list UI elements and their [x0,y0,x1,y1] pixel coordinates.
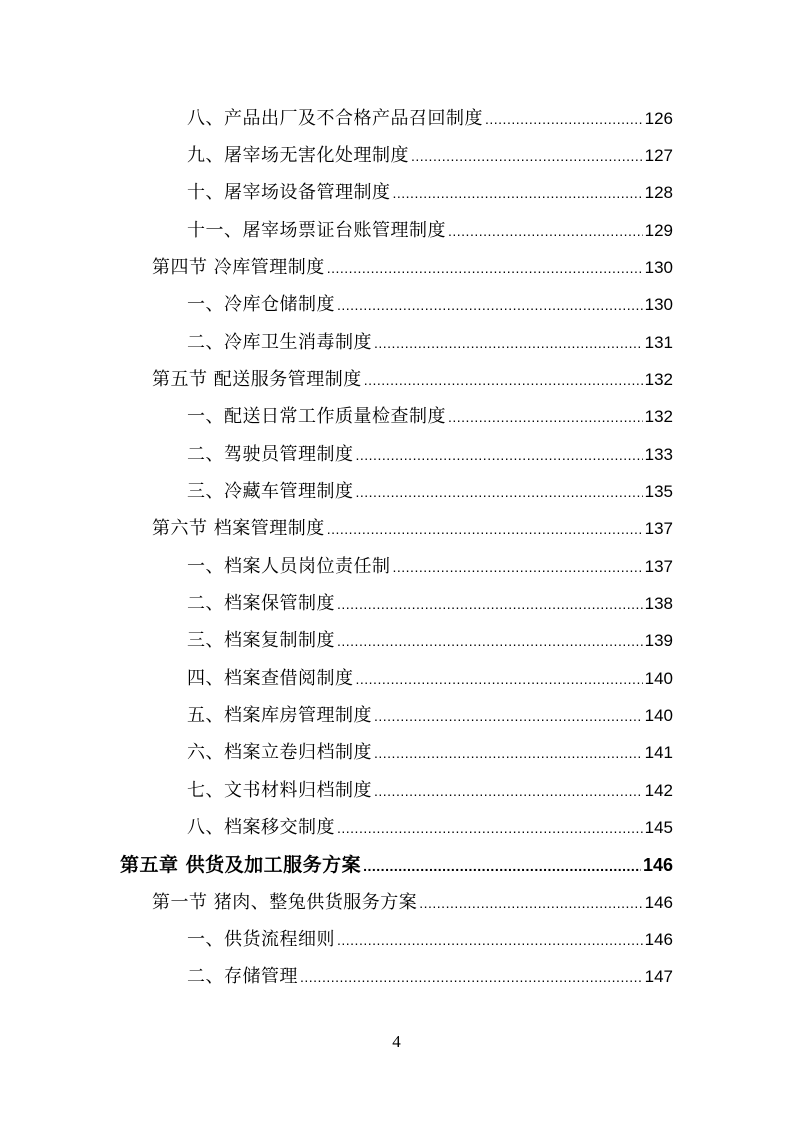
toc-leader-dots [374,701,643,731]
toc-entry-page: 131 [644,333,673,352]
toc-leader-dots [356,440,643,470]
toc-entry-title: 五、档案库房管理制度 [187,705,372,726]
toc-entry-page: 132 [644,370,673,389]
toc-entry[interactable] [187,738,673,768]
toc-entry-page: 137 [644,519,673,538]
toc-entry-title: 一、配送日常工作质量检查制度 [187,406,446,427]
toc-leader-dots [327,514,643,544]
toc-entry[interactable] [187,328,673,358]
page-number: 4 [392,1032,401,1051]
toc-entry-page: 130 [644,258,673,277]
toc-entry-title: 十、屠宰场设备管理制度 [187,182,391,203]
toc-entry[interactable] [187,776,673,806]
toc-entry[interactable] [187,813,673,843]
toc-leader-dots [411,141,643,171]
toc-entry[interactable] [152,253,673,283]
toc-entry-page: 130 [644,295,673,314]
toc-entry-page: 139 [644,631,673,650]
toc-entry-page: 129 [644,221,673,240]
toc-leader-dots [448,402,643,432]
toc-entry[interactable] [187,477,673,507]
toc-entry[interactable] [187,402,673,432]
toc-leader-dots [419,888,642,918]
toc-entry-title: 第一节 猪肉、整兔供货服务方案 [152,892,418,913]
toc-leader-dots [364,365,643,395]
toc-entry-title: 八、产品出厂及不合格产品召回制度 [187,108,483,129]
toc-entry-chapter[interactable] [120,850,673,880]
toc-entry-title: 四、档案查借阅制度 [187,668,354,689]
toc-leader-dots [356,664,643,694]
toc-entry-title: 第五章 供货及加工服务方案 [120,854,362,876]
toc-entry[interactable] [152,365,673,395]
toc-entry[interactable] [187,141,673,171]
toc-entry[interactable] [187,216,673,246]
toc-entry-title: 第六节 档案管理制度 [152,518,325,539]
toc-entry-title: 六、档案立卷归档制度 [187,742,372,763]
toc-entry[interactable] [187,626,673,656]
toc-entry[interactable] [187,701,673,731]
toc-entry[interactable] [187,589,673,619]
toc-entry-title: 二、冷库卫生消毒制度 [187,332,372,353]
toc-entry-title: 十一、屠宰场票证台账管理制度 [187,220,446,241]
toc-leader-dots [337,589,643,619]
toc-entry-page: 133 [644,445,673,464]
toc-entry-page: 142 [644,781,673,800]
toc-entry-title: 二、存储管理 [187,966,298,987]
toc-leader-dots [374,776,643,806]
toc-entry-title: 八、档案移交制度 [187,817,335,838]
toc-entry-page: 140 [644,706,673,725]
toc-entry[interactable] [187,178,673,208]
toc-entry-page: 146 [644,893,673,912]
toc-entry-title: 二、档案保管制度 [187,593,335,614]
toc-entry-title: 第五节 配送服务管理制度 [152,369,362,390]
toc-entry-page: 140 [644,669,673,688]
toc-leader-dots [327,253,643,283]
toc-entry-page: 146 [642,855,673,875]
toc-entry[interactable] [187,664,673,694]
toc-leader-dots [393,178,643,208]
toc-entry-page: 132 [644,407,673,426]
toc-entry-title: 三、档案复制制度 [187,630,335,651]
toc-leader-dots [393,552,643,582]
toc-entry-title: 一、供货流程细则 [187,929,335,950]
toc-entry-page: 141 [644,743,673,762]
toc-entry-page: 126 [644,109,673,128]
toc-entry-page: 138 [644,594,673,613]
toc-leader-dots [356,477,643,507]
toc-entry-page: 146 [644,930,673,949]
toc-entry-title: 一、冷库仓储制度 [187,294,335,315]
toc-leader-dots [300,962,643,992]
toc-entry-title: 三、冷藏车管理制度 [187,481,354,502]
toc-leader-dots [337,813,643,843]
toc-entry-page: 135 [644,482,673,501]
toc-leader-dots [337,290,643,320]
toc-entry[interactable] [152,514,673,544]
toc-leader-dots [337,626,643,656]
toc-entry[interactable] [152,888,673,918]
toc-entry-title: 第四节 冷库管理制度 [152,257,325,278]
toc-entry-title: 一、档案人员岗位责任制 [187,556,391,577]
toc-leader-dots [374,738,643,768]
toc-entry[interactable] [187,440,673,470]
toc-entry[interactable] [187,962,673,992]
toc-leader-dots [374,328,643,358]
toc-entry-page: 137 [644,557,673,576]
toc-entry[interactable] [187,925,673,955]
toc-entry-title: 七、文书材料归档制度 [187,780,372,801]
toc-entry[interactable] [187,290,673,320]
toc-entry-page: 127 [644,146,673,165]
toc-entry-title: 二、驾驶员管理制度 [187,444,354,465]
toc-leader-dots [363,851,641,881]
toc-leader-dots [337,925,643,955]
toc-entry[interactable] [187,552,673,582]
toc-entry-page: 145 [644,818,673,837]
toc-leader-dots [485,104,643,134]
toc-entry-title: 九、屠宰场无害化处理制度 [187,145,409,166]
toc-entry[interactable] [187,104,673,134]
toc-entry-page: 147 [644,967,673,986]
toc-leader-dots [448,216,643,246]
toc-entry-page: 128 [644,183,673,202]
